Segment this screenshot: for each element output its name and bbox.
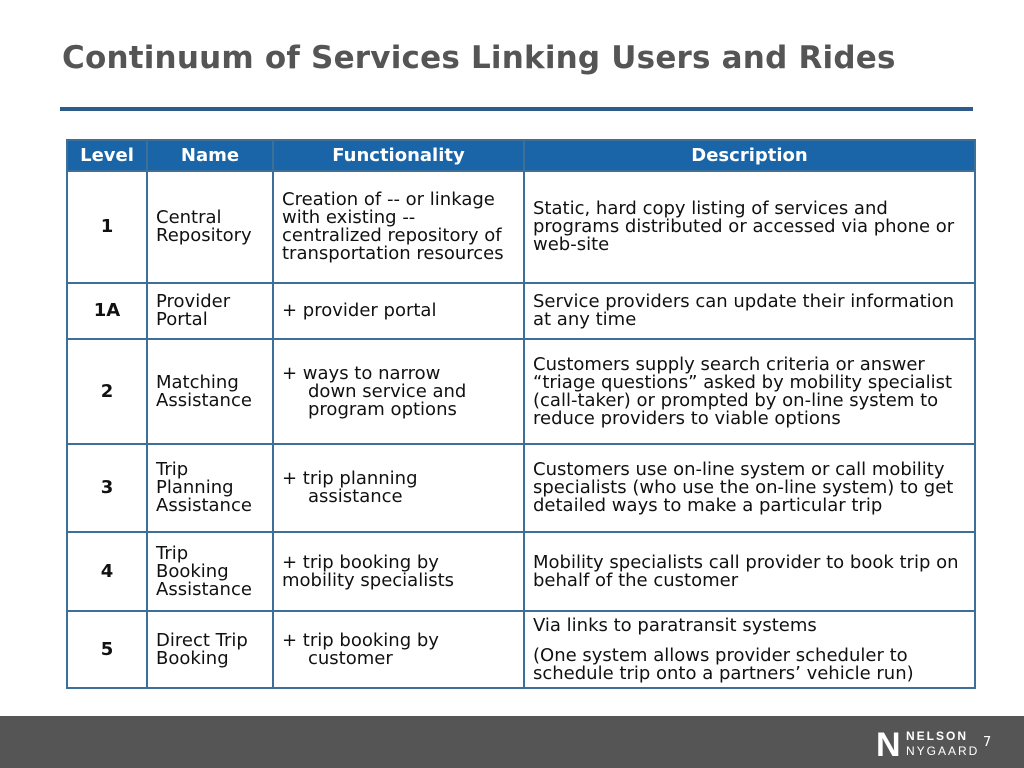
description-cell: Service providers can update their information at any time	[524, 283, 975, 339]
functionality-cell	[273, 611, 524, 688]
level-cell: 3	[67, 444, 147, 532]
name-cell: Direct Trip Booking	[147, 611, 273, 688]
table-row	[67, 611, 975, 688]
table-row	[67, 283, 975, 339]
page-number: 7	[983, 735, 992, 750]
functionality-cell	[273, 444, 524, 532]
header-description: Description	[524, 140, 975, 171]
logo-mark: N	[876, 726, 901, 764]
header-name: Name	[147, 140, 273, 171]
name-cell: Central Repository	[147, 171, 273, 283]
name-cell: Matching Assistance	[147, 339, 273, 444]
services-table	[66, 139, 976, 689]
table-row	[67, 171, 975, 283]
table-row	[67, 532, 975, 611]
functionality-continuation: assistance	[308, 486, 403, 507]
functionality-cell: Creation of -- or linkage with existing -- centralized repository of transportation resources	[273, 171, 524, 283]
title-divider	[60, 107, 973, 111]
footer-bar	[0, 716, 1024, 768]
description-cell: Customers supply search criteria or answer “triage questions” asked by mobility specialist (call-taker) or prompted by on-line system to reduce providers to viable options	[524, 339, 975, 444]
functionality-lead: + trip planning	[282, 468, 418, 489]
name-cell: Trip Planning Assistance	[147, 444, 273, 532]
functionality-cell: + trip booking by mobility specialists	[273, 532, 524, 611]
logo-word-top: NELSON	[906, 729, 969, 743]
description-line: (One system allows provider scheduler to schedule trip onto a partners’ vehicle run)	[533, 644, 914, 684]
logo-word-bottom: NYGAARD	[906, 744, 980, 758]
level-cell: 5	[67, 611, 147, 688]
header-level: Level	[67, 140, 147, 171]
functionality-lead: + trip booking by	[282, 629, 439, 651]
description-cell: Customers use on-line system or call mobility specialists (who use the on-line system) to get detailed ways to make a particular trip	[524, 444, 975, 532]
description-cell: Mobility specialists call provider to book trip on behalf of the customer	[524, 532, 975, 611]
functionality-cell	[273, 339, 524, 444]
description-cell: Static, hard copy listing of services and programs distributed or accessed via phone or web-site	[524, 171, 975, 283]
level-cell: 2	[67, 339, 147, 444]
name-cell: Trip Booking Assistance	[147, 532, 273, 611]
functionality-lead: + ways to narrow	[282, 362, 441, 384]
table-header-row	[67, 140, 975, 171]
name-cell: Provider Portal	[147, 283, 273, 339]
level-cell: 1	[67, 171, 147, 283]
table-row	[67, 444, 975, 532]
level-cell: 1A	[67, 283, 147, 339]
nelson-nygaard-logo	[876, 726, 986, 764]
description-line: Via links to paratransit systems	[533, 614, 817, 636]
functionality-continuation: down service and program options	[308, 380, 467, 420]
slide-title: Continuum of Services Linking Users and Rides	[62, 40, 896, 76]
header-functionality: Functionality	[273, 140, 524, 171]
table-row	[67, 339, 975, 444]
functionality-continuation: customer	[308, 647, 393, 669]
functionality-cell: + provider portal	[273, 283, 524, 339]
description-cell	[524, 611, 975, 688]
level-cell: 4	[67, 532, 147, 611]
